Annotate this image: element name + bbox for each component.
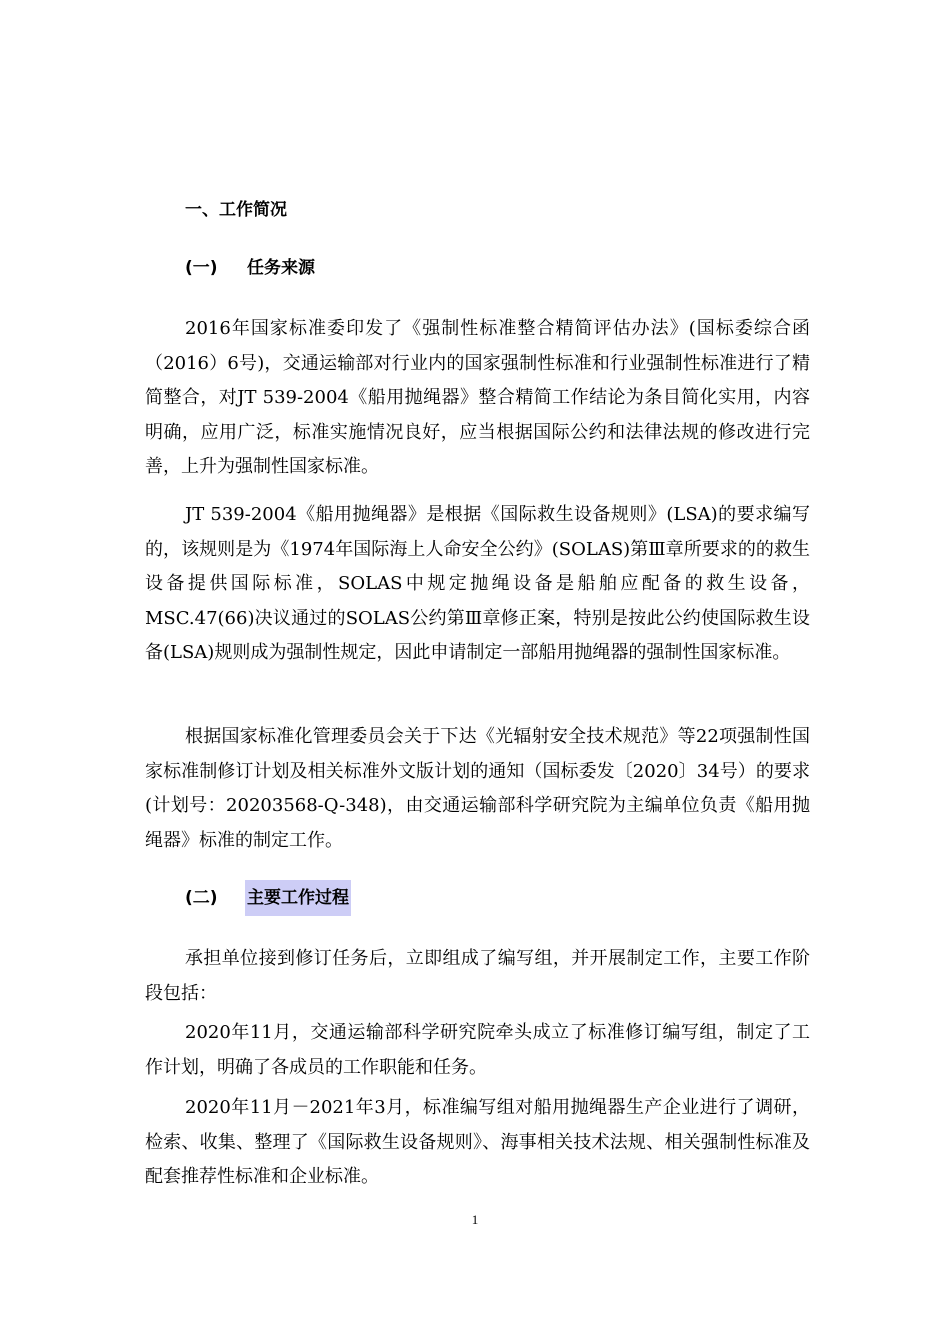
paragraph: 根据国家标准化管理委员会关于下达《光辐射安全技术规范》等22项强制性国家标准制修订计划及相关标准外文版计划的通知（国标委发〔2020〕34号）的要求(计划号：20203568-Q-348)，由交通运输部科学研究院为主编单位负责《船用抛绳器》标准的制定工作。 (145, 726, 810, 851)
subsection-title-highlighted: 主要工作过程 (245, 880, 351, 916)
paragraph: JT 539-2004《船用抛绳器》是根据《国际救生设备规则》(LSA)的要求编写的，该规则是为《1974年国际海上人命安全公约》(SOLAS)第Ⅲ章所要求的的救生设备提供国际标准，SOLAS中规定抛绳设备是船舶应配备的救生设备，MSC.47(66)决议通过的SOLAS公约第Ⅲ章修正案，特别是按此公约使国际救生设备(LSA)规则成为强制性规定，因此申请制定一部船用抛绳器的强制性国家标准。 (145, 504, 810, 664)
paragraph: 2020年11月，交通运输部科学研究院牵头成立了标准修订编写组，制定了工作计划，明确了各成员的工作职能和任务。 (145, 1022, 810, 1078)
section-heading: 一、工作简况 (185, 200, 287, 220)
paragraph: 2020年11月－2021年3月，标准编写组对船用抛绳器生产企业进行了调研，检索、收集、整理了《国际救生设备规则》、海事相关技术法规、相关强制性标准及配套推荐性标准和企业标准。 (145, 1097, 810, 1188)
paragraph: 2016年国家标准委印发了《强制性标准整合精简评估办法》(国标委综合函（2016）6号)，交通运输部对行业内的国家强制性标准和行业强制性标准进行了精简整合，对JT 539-2004《船用抛绳器》整合精简工作结论为条目简化实用，内容明确，应用广泛，标准实施情况良好，应当根据国际公约和法律法规的修改进行完善，上升为强制性国家标准。 (145, 318, 810, 478)
subsection-heading-2 (185, 880, 351, 916)
subsection-heading-1 (185, 250, 317, 286)
subsection-title: 任务来源 (247, 258, 315, 278)
subsection-number: (二) (185, 888, 218, 908)
paragraph: 承担单位接到修订任务后，立即组成了编写组，并开展制定工作，主要工作阶段包括： (145, 948, 810, 1004)
page-number: 1 (471, 1212, 479, 1227)
subsection-number: (一) (185, 258, 218, 278)
